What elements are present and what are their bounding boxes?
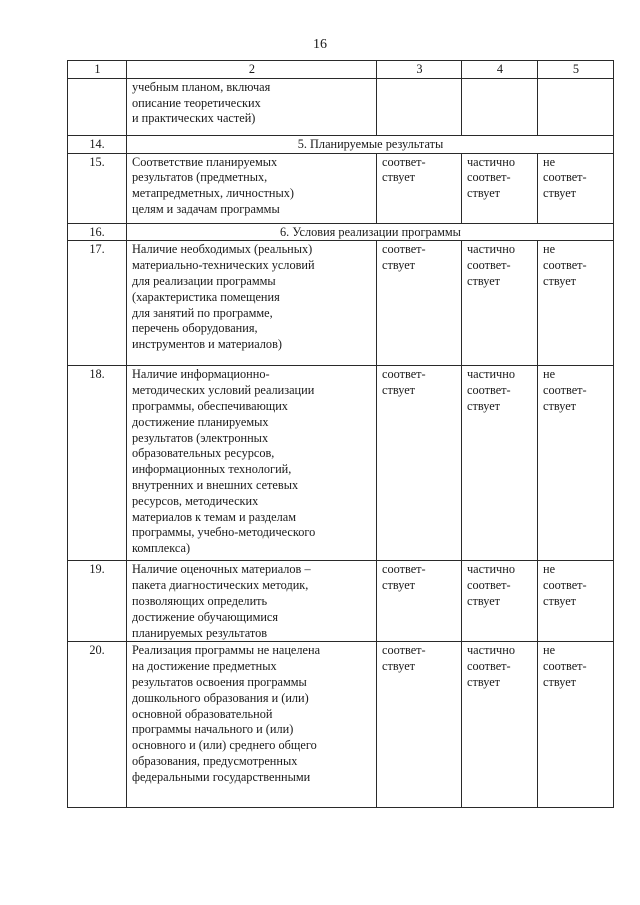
rating-not-matches-cell: не соответ- ствует bbox=[538, 366, 614, 561]
column-header: 4 bbox=[462, 61, 538, 79]
row-number-cell bbox=[68, 78, 127, 135]
row-number-cell: 15. bbox=[68, 153, 127, 223]
row-number-cell: 14. bbox=[68, 135, 127, 153]
criterion-cell: Соответствие планируемых результатов (предметных, метапредметных, личностных) целям и задачам программы bbox=[127, 153, 377, 223]
rating-matches-cell: соответ- ствует bbox=[377, 366, 462, 561]
rating-partial-cell: частично соответ- ствует bbox=[462, 366, 538, 561]
rating-not-matches-cell: не соответ- ствует bbox=[538, 642, 614, 808]
section-row bbox=[68, 135, 614, 153]
rating-cell bbox=[462, 78, 538, 135]
rating-not-matches-cell: не соответ- ствует bbox=[538, 241, 614, 366]
row-number-cell: 18. bbox=[68, 366, 127, 561]
rating-partial-cell: частично соответ- ствует bbox=[462, 561, 538, 642]
criterion-cell: учебным планом, включая описание теоретических и практических частей) bbox=[127, 78, 377, 135]
rating-partial-cell: частично соответ- ствует bbox=[462, 153, 538, 223]
rating-not-matches-cell: не соответ- ствует bbox=[538, 561, 614, 642]
rating-matches-cell: соответ- ствует bbox=[377, 561, 462, 642]
criterion-cell: Наличие оценочных материалов – пакета диагностических методик, позволяющих определить достижение обучающимися планируемых результатов bbox=[127, 561, 377, 642]
row-number-cell: 16. bbox=[68, 223, 127, 241]
row-number-cell: 19. bbox=[68, 561, 127, 642]
table-row bbox=[68, 153, 614, 223]
rating-matches-cell: соответ- ствует bbox=[377, 642, 462, 808]
column-header: 2 bbox=[127, 61, 377, 79]
table-row bbox=[68, 642, 614, 808]
criterion-cell: Наличие необходимых (реальных) материально-технических условий для реализации программы (характеристика помещения для занятий по программе, перечень оборудования, инструментов и материалов) bbox=[127, 241, 377, 366]
section-title: 6. Условия реализации программы bbox=[127, 223, 614, 241]
column-header: 5 bbox=[538, 61, 614, 79]
row-number-cell: 20. bbox=[68, 642, 127, 808]
column-header: 3 bbox=[377, 61, 462, 79]
table-header-row bbox=[68, 61, 614, 79]
rating-partial-cell: частично соответ- ствует bbox=[462, 642, 538, 808]
row-number-cell: 17. bbox=[68, 241, 127, 366]
rating-matches-cell: соответ- ствует bbox=[377, 241, 462, 366]
criterion-cell: Наличие информационно- методических условий реализации программы, обеспечивающих достижение планируемых результатов (электронных образовательных ресурсов, информационных технологий, внутренних и внешних сетевых ресурсов, методических материалов к темам и разделам программы, учебно-методического комплекса) bbox=[127, 366, 377, 561]
criteria-table bbox=[67, 60, 614, 808]
rating-cell bbox=[538, 78, 614, 135]
rating-not-matches-cell: не соответ- ствует bbox=[538, 153, 614, 223]
section-row bbox=[68, 223, 614, 241]
table-row bbox=[68, 366, 614, 561]
rating-partial-cell: частично соответ- ствует bbox=[462, 241, 538, 366]
column-header: 1 bbox=[68, 61, 127, 79]
rating-matches-cell: соответ- ствует bbox=[377, 153, 462, 223]
table-row bbox=[68, 241, 614, 366]
table-row bbox=[68, 561, 614, 642]
table-row-continuation bbox=[68, 78, 614, 135]
page-number: 16 bbox=[313, 37, 327, 52]
rating-cell bbox=[377, 78, 462, 135]
criterion-cell: Реализация программы не нацелена на достижение предметных результатов освоения программы дошкольного образования и (или) основной образовательной программы начального и (или) основного и (или) среднего общего образования, предусмотренных федеральными государственными bbox=[127, 642, 377, 808]
section-title: 5. Планируемые результаты bbox=[127, 135, 614, 153]
